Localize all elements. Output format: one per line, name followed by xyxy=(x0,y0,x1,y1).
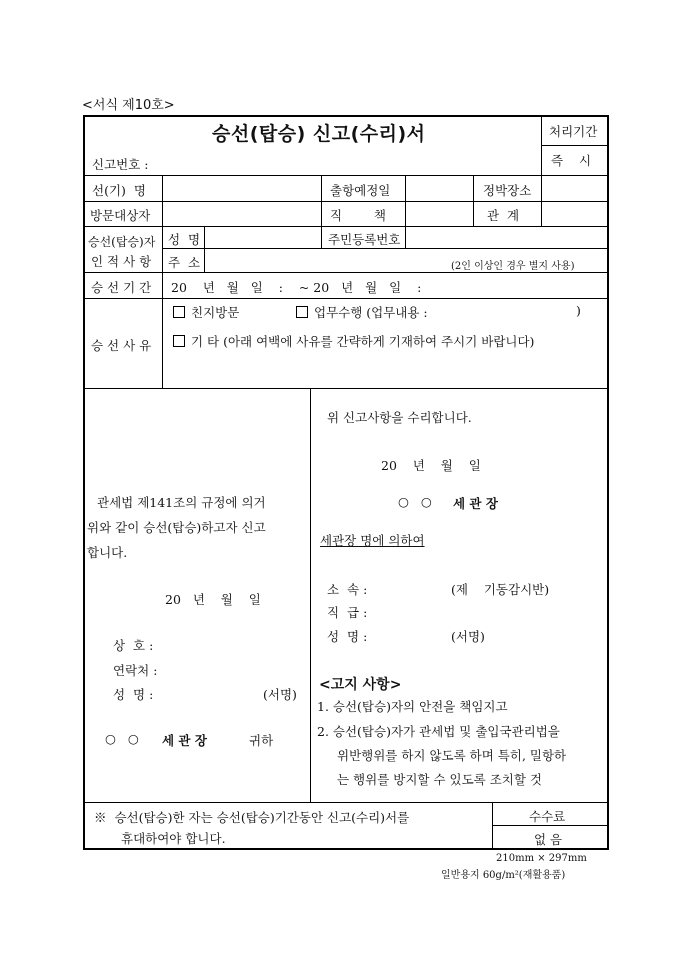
carry-note-line-1: ※ 승선(탑승)한 자는 승선(탑승)기간동안 신고(수리)서를 xyxy=(94,810,410,825)
fee-value: 없 음 xyxy=(534,832,563,847)
statement-line-1: 관세법 제141조의 규정에 의거 xyxy=(97,495,266,510)
addressee-suffix: 귀하 xyxy=(249,733,274,748)
relation-label: 관 계 xyxy=(487,208,520,223)
paper-spec: 일반용지 60g/m²(재활용품) xyxy=(441,870,566,881)
report-number-label: 신고번호 : xyxy=(92,157,149,172)
carry-note-line-2: 휴대하여야 합니다. xyxy=(121,831,226,846)
address-field[interactable] xyxy=(205,249,445,271)
other-checkbox[interactable] xyxy=(173,335,185,347)
delegation-text: 세관장 명에 의하여 xyxy=(320,533,425,548)
declarant-name-label: 성 명 : xyxy=(113,687,154,702)
chief-mark: ○ ○ xyxy=(398,494,432,509)
form-number: <서식 제10호> xyxy=(82,98,175,113)
notice-title: <고지 사항> xyxy=(319,677,402,693)
person-info-label-1: 승선(탑승)자 xyxy=(88,235,156,249)
reason-family-visit[interactable]: 친지방문 xyxy=(173,303,239,321)
department-label: 소 속 : xyxy=(327,582,368,597)
company-label: 상 호 : xyxy=(113,638,154,653)
officer-signature: (서명) xyxy=(451,629,485,644)
paper-size: 210mm × 297mm xyxy=(496,853,587,864)
other-reason-field[interactable] xyxy=(165,352,605,386)
acceptance-text: 위 신고사항을 수리합니다. xyxy=(327,410,472,425)
departure-date-label: 출항예정일 xyxy=(330,183,391,198)
department-value: (제 기동감시반) xyxy=(451,582,550,597)
declarant-signature: (서명) xyxy=(263,687,297,702)
relation-field[interactable] xyxy=(542,202,606,225)
reason-business[interactable]: 업무수행 (업무내용 : xyxy=(296,303,428,321)
anchorage-label: 정박장소 xyxy=(483,183,532,198)
departure-date-field[interactable] xyxy=(406,176,472,200)
notice-item-1: 1. 승선(탑승)자의 안전을 책임지고 xyxy=(317,699,508,714)
business-checkbox[interactable] xyxy=(296,306,308,318)
visit-target-field[interactable] xyxy=(163,202,320,225)
visit-target-label: 방문대상자 xyxy=(90,208,151,223)
rank-label: 직 급 : xyxy=(327,605,368,620)
ship-name-label: 선(기) 명 xyxy=(92,183,146,198)
notice-item-2c: 는 행위를 방지할 수 있도록 조치할 것 xyxy=(337,772,542,787)
address-label: 주 소 xyxy=(168,255,201,270)
contact-label: 연락처 : xyxy=(113,663,158,678)
person-name-field[interactable] xyxy=(205,227,320,247)
business-close-paren: ) xyxy=(576,303,581,318)
person-info-label-2: 인 적 사 항 xyxy=(91,254,152,269)
position-field[interactable] xyxy=(406,202,472,225)
person-name-label: 성 명 xyxy=(168,232,201,247)
address-note: (2인 이상인 경우 별지 사용) xyxy=(451,261,575,272)
fee-label: 수수료 xyxy=(529,809,566,824)
notice-item-2b: 위반행위를 하지 않도록 하며 특히, 밀항하 xyxy=(337,748,567,763)
form-title: 승선(탑승) 신고(수리)서 xyxy=(212,123,426,145)
processing-period-value: 즉 시 xyxy=(551,153,592,168)
notice-item-2a: 2. 승선(탑승)자가 관세법 및 출입국관리법을 xyxy=(317,724,560,739)
boarding-period-label: 승 선 기 간 xyxy=(91,280,152,295)
acceptance-date: 20 년 월 일 xyxy=(381,458,481,473)
ship-name-field[interactable] xyxy=(163,176,320,200)
officer-name-label: 성 명 : xyxy=(327,629,368,644)
declaration-date[interactable]: 20 년 월 일 xyxy=(165,592,261,607)
processing-period-label: 처리기간 xyxy=(549,124,598,139)
resident-number-field[interactable] xyxy=(406,227,606,247)
boarding-period-value[interactable]: 20 년 월 일 : ~ 20 년 월 일 : xyxy=(171,280,422,295)
position-label: 직 책 xyxy=(330,208,386,223)
anchorage-field[interactable] xyxy=(542,176,606,200)
addressee-chief: 세 관 장 xyxy=(162,733,207,748)
resident-number-label: 주민등록번호 xyxy=(328,232,401,247)
customs-chief: 세 관 장 xyxy=(453,496,498,511)
reason-other[interactable]: 기 타 (아래 여백에 사유를 간략하게 기재하여 주시기 바랍니다) xyxy=(173,332,534,350)
family-visit-checkbox[interactable] xyxy=(173,306,185,318)
statement-line-3: 합니다. xyxy=(87,545,128,560)
statement-line-2: 위와 같이 승선(탑승)하고자 신고 xyxy=(87,520,266,535)
addressee-mark: ○ ○ xyxy=(105,731,139,746)
boarding-reason-label: 승 선 사 유 xyxy=(91,338,152,353)
